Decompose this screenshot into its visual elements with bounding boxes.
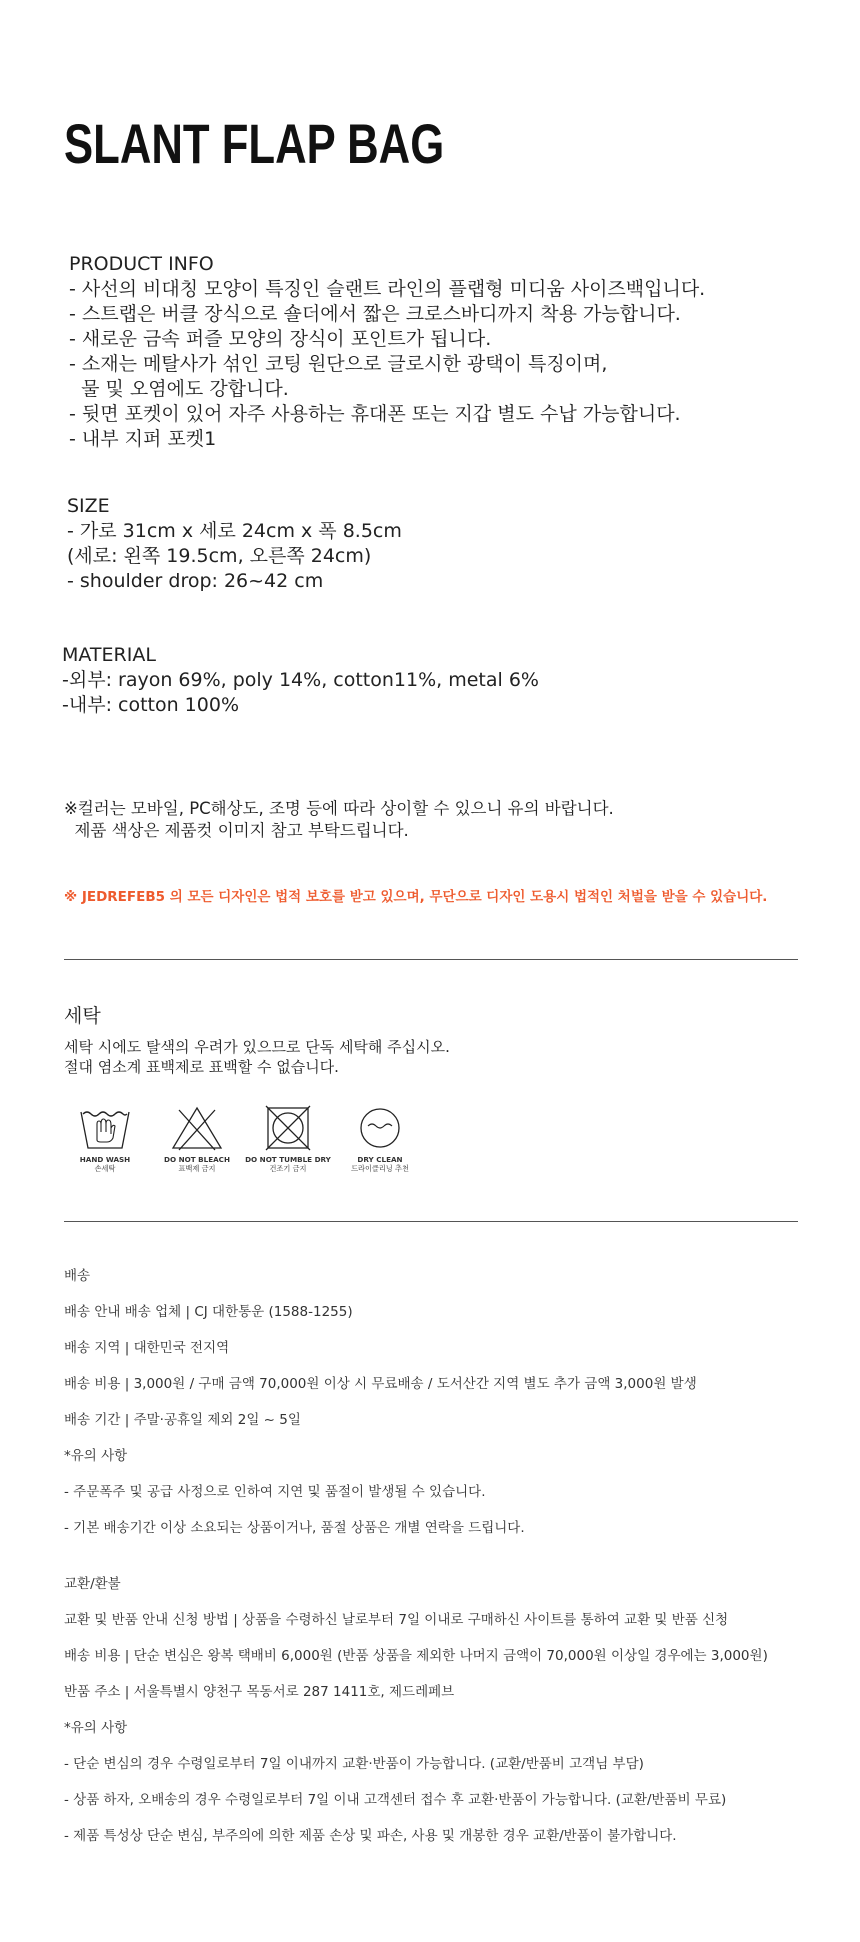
material-section xyxy=(62,643,539,718)
shipping-line: - 주문폭주 및 공급 사정으로 인하여 지연 및 품절이 발생될 수 있습니다. xyxy=(64,1484,486,1500)
product-info-line: - 내부 지퍼 포켓1 xyxy=(69,428,217,450)
product-info-line: - 소재는 메탈사가 섞인 코팅 원단으로 글로시한 광택이 특징이며, xyxy=(69,353,608,375)
dry-clean-icon xyxy=(352,1104,408,1152)
size-line: (세로: 왼쪽 19.5cm, 오른쪽 24cm) xyxy=(67,545,372,567)
care-sublabel: 손세탁 xyxy=(94,1164,116,1173)
color-note-line: 제품 색상은 제품컷 이미지 참고 부탁드립니다. xyxy=(64,821,409,840)
size-heading: SIZE xyxy=(67,495,110,517)
care-item-hand-wash xyxy=(60,1104,150,1174)
product-info-line: - 뒷면 포켓이 있어 자주 사용하는 휴대폰 또는 지갑 별도 수납 가능합니다. xyxy=(69,403,681,425)
care-label: DRY CLEAN xyxy=(357,1155,403,1164)
divider xyxy=(64,959,798,960)
washing-line: 절대 염소계 표백제로 표백할 수 없습니다. xyxy=(64,1058,339,1076)
shipping-line: 배송 안내 배송 업체 | CJ 대한통운 (1588-1255) xyxy=(64,1304,353,1320)
exchange-line: *유의 사항 xyxy=(64,1720,128,1736)
care-item-no-bleach xyxy=(152,1104,242,1174)
product-info-line: 물 및 오염에도 강합니다. xyxy=(69,378,289,400)
exchange-line: 배송 비용 | 단순 변심은 왕복 택배비 6,000원 (반품 상품을 제외한 나머지 금액이 70,000원 이상일 경우에는 3,000원) xyxy=(64,1648,768,1664)
product-info-line: - 사선의 비대칭 모양이 특징인 슬랜트 라인의 플랩형 미디움 사이즈백입니다. xyxy=(69,278,706,300)
shipping-line: 배송 비용 | 3,000원 / 구매 금액 70,000원 이상 시 무료배송 / 도서산간 지역 별도 추가 금액 3,000원 발생 xyxy=(64,1376,697,1392)
copyright-warning: ※ JEDREFEB5 의 모든 디자인은 법적 보호를 받고 있으며, 무단으로 디자인 도용시 법적인 처벌을 받을 수 있습니다. xyxy=(64,889,768,905)
exchange-line: - 단순 변심의 경우 수령일로부터 7일 이내까지 교환·반품이 가능합니다. (교환/반품비 고객님 부담) xyxy=(64,1756,644,1772)
exchange-heading: 교환/환불 xyxy=(64,1576,121,1592)
care-label: DO NOT TUMBLE DRY xyxy=(245,1155,331,1164)
care-label: HAND WASH xyxy=(79,1155,131,1164)
care-label: DO NOT BLEACH xyxy=(164,1155,230,1164)
shipping-heading: 배송 xyxy=(64,1268,91,1284)
exchange-line: - 제품 특성상 단순 변심, 부주의에 의한 제품 손상 및 파손, 사용 및 개봉한 경우 교환/반품이 불가합니다. xyxy=(64,1828,677,1844)
shipping-line: 배송 지역 | 대한민국 전지역 xyxy=(64,1340,230,1356)
care-sublabel: 건조기 금지 xyxy=(269,1164,307,1173)
exchange-line: 교환 및 반품 안내 신청 방법 | 상품을 수령하신 날로부터 7일 이내로 구매하신 사이트를 통하여 교환 및 반품 신청 xyxy=(64,1612,729,1628)
washing-text xyxy=(64,1037,450,1077)
size-section xyxy=(67,494,402,594)
exchange-line: - 상품 하자, 오배송의 경우 수령일로부터 7일 이내 고객센터 접수 후 교환·반품이 가능합니다. (교환/반품비 무료) xyxy=(64,1792,727,1808)
care-item-no-tumble-dry xyxy=(243,1104,333,1174)
product-info-line: - 새로운 금속 퍼즐 모양의 장식이 포인트가 됩니다. xyxy=(69,328,492,350)
color-note xyxy=(64,798,614,842)
care-sublabel: 표백제 금지 xyxy=(178,1164,216,1173)
exchange-line: 반품 주소 | 서울특별시 양천구 목동서로 287 1411호, 제드레페브 xyxy=(64,1684,455,1700)
care-item-dry-clean xyxy=(335,1104,425,1174)
hand-wash-icon xyxy=(77,1104,133,1152)
no-tumble-dry-icon xyxy=(260,1104,316,1152)
material-line: -외부: rayon 69%, poly 14%, cotton11%, metal 6% xyxy=(62,669,539,691)
product-info-section xyxy=(69,252,705,452)
washing-line: 세탁 시에도 탈색의 우려가 있으므로 단독 세탁해 주십시오. xyxy=(64,1038,450,1056)
shipping-line: 배송 기간 | 주말·공휴일 제외 2일 ~ 5일 xyxy=(64,1412,301,1428)
care-sublabel: 드라이클리닝 추천 xyxy=(351,1164,409,1173)
size-line: - 가로 31cm x 세로 24cm x 폭 8.5cm xyxy=(67,520,402,542)
shipping-line: - 기본 배송기간 이상 소요되는 상품이거나, 품절 상품은 개별 연락을 드립니다. xyxy=(64,1520,525,1536)
no-bleach-icon xyxy=(169,1104,225,1152)
material-heading: MATERIAL xyxy=(62,644,156,666)
product-info-line: - 스트랩은 버클 장식으로 숄더에서 짧은 크로스바디까지 착용 가능합니다. xyxy=(69,303,681,325)
washing-heading: 세탁 xyxy=(64,1005,101,1027)
page-title: SLANT FLAP BAG xyxy=(64,112,445,175)
material-line: -내부: cotton 100% xyxy=(62,694,240,716)
product-info-heading: PRODUCT INFO xyxy=(69,253,214,275)
size-line: - shoulder drop: 26~42 cm xyxy=(67,570,324,592)
shipping-line: *유의 사항 xyxy=(64,1448,128,1464)
divider xyxy=(64,1221,798,1222)
color-note-line: ※컬러는 모바일, PC해상도, 조명 등에 따라 상이할 수 있으니 유의 바랍니다. xyxy=(64,799,614,818)
